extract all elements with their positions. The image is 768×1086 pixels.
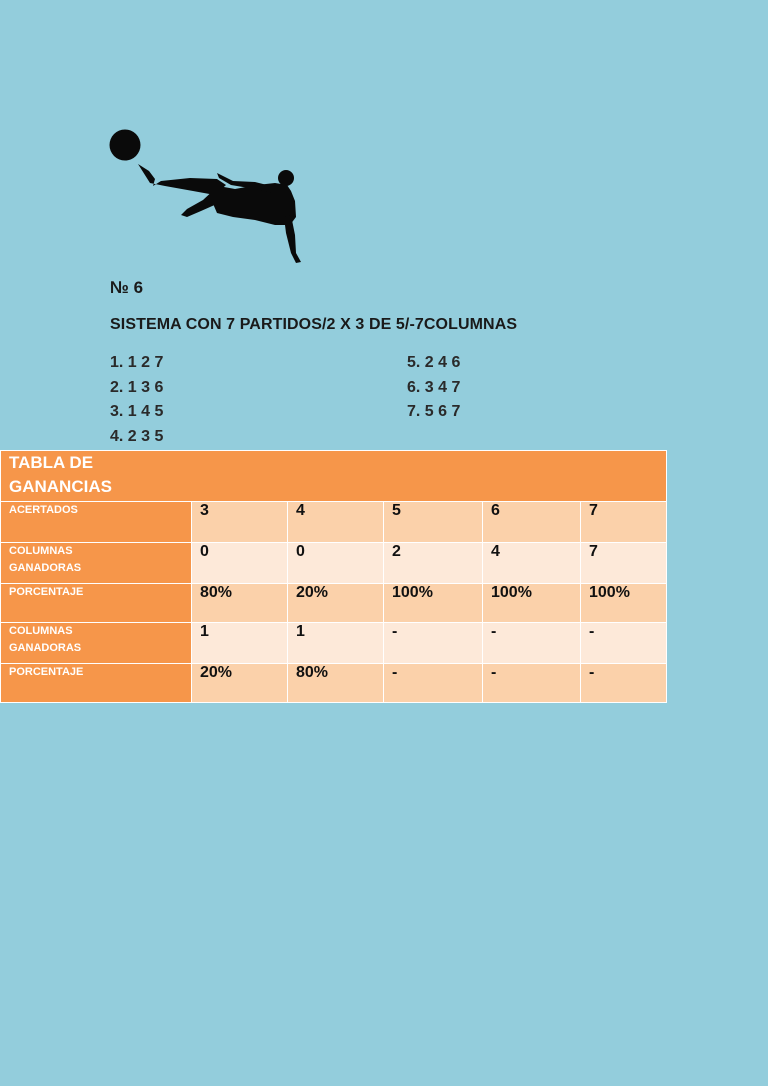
table-cell: 80% <box>288 664 384 703</box>
list-item: 3. 1 4 5 <box>110 403 164 420</box>
columns-list-left <box>110 351 163 449</box>
table-row <box>1 543 667 584</box>
table-row <box>1 584 667 623</box>
row-label-line: COLUMNAS <box>9 625 73 637</box>
row-label <box>1 664 192 703</box>
table-title-line: GANANCIAS <box>9 477 112 496</box>
table-row <box>1 623 667 664</box>
row-label <box>1 502 192 543</box>
columns-list-right <box>407 351 460 425</box>
table-title-line: TABLA DE <box>9 453 94 472</box>
table-cell: - <box>581 664 667 703</box>
table-cell: 0 <box>192 543 288 584</box>
table-cell: 0 <box>288 543 384 584</box>
winnings-table <box>0 450 667 703</box>
soccer-player-silhouette-icon <box>105 125 305 265</box>
row-label-line: GANADORAS <box>9 642 82 654</box>
table-title <box>1 451 667 502</box>
list-item: 5. 2 4 6 <box>407 354 461 371</box>
player-figure <box>138 164 301 263</box>
row-label-line: ACERTADOS <box>9 504 78 516</box>
list-item: 4. 2 3 5 <box>110 427 164 445</box>
table-cell: 7 <box>581 502 667 543</box>
table-cell: 2 <box>384 543 483 584</box>
table-cell: - <box>384 664 483 703</box>
table-cell: - <box>384 623 483 664</box>
row-label <box>1 543 192 584</box>
list-item: 1. 1 2 7 <box>110 354 164 371</box>
table-cell: 5 <box>384 502 483 543</box>
table-cell: 20% <box>288 584 384 623</box>
table-cell: 100% <box>581 584 667 623</box>
system-title: SISTEMA CON 7 PARTIDOS/2 X 3 DE 5/-7COLUMNAS <box>110 316 518 333</box>
soccer-ball-icon <box>110 130 141 161</box>
document-number: № 6 <box>110 278 144 297</box>
row-label-line: PORCENTAJE <box>9 666 84 678</box>
table-cell: 3 <box>192 502 288 543</box>
row-label <box>1 623 192 664</box>
table-cell: 6 <box>483 502 581 543</box>
table-row <box>1 502 667 543</box>
table-cell: 100% <box>483 584 581 623</box>
row-label-line: COLUMNAS <box>9 545 73 557</box>
list-item: 2. 1 3 6 <box>110 378 164 396</box>
table-cell: - <box>483 623 581 664</box>
table-cell: 100% <box>384 584 483 623</box>
table-cell: 20% <box>192 664 288 703</box>
table-cell: 1 <box>288 623 384 664</box>
table-cell: - <box>581 623 667 664</box>
table-cell: - <box>483 664 581 703</box>
table-cell: 4 <box>483 543 581 584</box>
table-cell: 80% <box>192 584 288 623</box>
table-cell: 1 <box>192 623 288 664</box>
table-cell: 4 <box>288 502 384 543</box>
table-row <box>1 664 667 703</box>
row-label <box>1 584 192 623</box>
list-item: 7. 5 6 7 <box>407 403 461 420</box>
table-cell: 7 <box>581 543 667 584</box>
row-label-line: GANADORAS <box>9 562 82 574</box>
list-item: 6. 3 4 7 <box>407 378 461 396</box>
row-label-line: PORCENTAJE <box>9 586 84 598</box>
